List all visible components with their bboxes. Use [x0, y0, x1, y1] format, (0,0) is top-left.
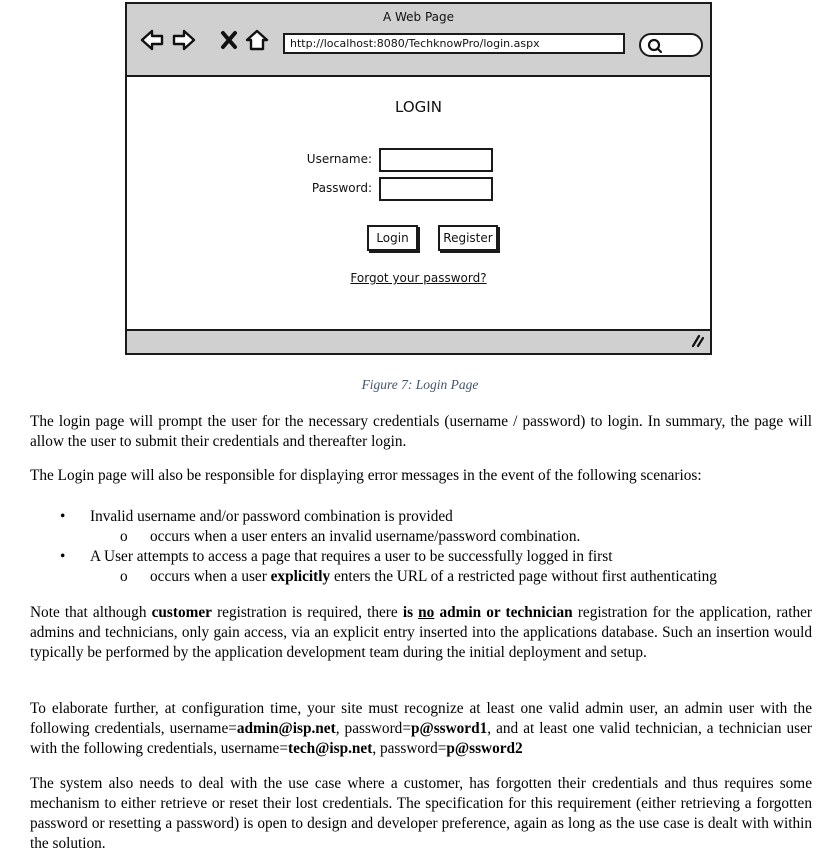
password-input[interactable]	[379, 177, 493, 201]
paragraph-text	[30, 603, 812, 663]
text-run: enters the URL of a restricted page without first authenticating	[330, 568, 717, 585]
bullet-icon: •	[60, 548, 66, 565]
text-run: To elaborate further, at configuration time, your site must recognize at least one valid admin user, an admin user with the following credentials, username=	[30, 700, 812, 737]
list-item	[30, 547, 812, 567]
register-button[interactable]: Register	[438, 225, 498, 251]
username-input[interactable]	[379, 148, 493, 172]
username-label: Username:	[306, 152, 372, 166]
paragraph-default-credentials	[30, 699, 812, 759]
list-item-text: Invalid username and/or password combination is provided	[90, 508, 453, 525]
list-item-text: A User attempts to access a page that requires a user to be successfully logged in first	[90, 548, 613, 565]
bold-text-run: p@ssword1	[410, 720, 488, 737]
list-sub-item	[30, 567, 812, 587]
browser-chrome	[127, 4, 710, 77]
login-heading: LOGIN	[395, 98, 442, 116]
login-page-wireframe	[125, 2, 712, 355]
paragraph-forgotten-credentials	[30, 774, 812, 854]
search-box[interactable]	[639, 33, 703, 57]
close-icon[interactable]	[219, 28, 239, 52]
paragraph-text: The login page will prompt the user for the necessary credentials (username / password) to login. In summary, the page will allow the user to submit their credentials and thereafter login.	[30, 413, 812, 450]
paragraph-error-messages	[30, 466, 812, 486]
search-icon	[647, 38, 663, 54]
list-sub-item	[30, 527, 812, 547]
password-label: Password:	[311, 181, 372, 195]
figure-caption: Figure 7: Login Page	[361, 377, 479, 392]
paragraph-registration-note	[30, 603, 812, 663]
text-run: registration is required, there	[211, 604, 403, 621]
text-run: Note that although	[30, 604, 152, 621]
bold-text-run: tech@isp.net	[287, 740, 373, 757]
list-sub-item-text: occurs when a user enters an invalid username/password combination.	[150, 528, 581, 545]
bold-text-run: customer	[151, 604, 212, 621]
list-sub-item-text	[150, 567, 717, 587]
home-icon[interactable]	[245, 28, 269, 52]
paragraph-text	[30, 699, 812, 759]
login-button[interactable]: Login	[367, 225, 418, 251]
paragraph-text: The Login page will also be responsible for displaying error messages in the event of the following scenarios:	[30, 467, 702, 484]
text-run: , password=	[372, 740, 447, 757]
scenario-list	[30, 507, 812, 587]
text-run: , and at least one valid technician, a technician user with the following credentials, username=	[30, 720, 812, 757]
list-item	[30, 507, 812, 527]
circle-bullet-icon: o	[120, 528, 128, 545]
bold-underlined-text-run: no	[418, 604, 435, 621]
window-title: A Web Page	[382, 10, 455, 24]
back-arrow-icon[interactable]	[139, 28, 165, 52]
bold-text-run: admin@isp.net	[236, 720, 336, 737]
text-run: occurs when a user	[150, 568, 271, 585]
paragraph-text: The system also needs to deal with the use case where a customer, has forgotten their credentials and thus requires some mechanism to either retrieve or reset their lost credentials. The specification for this requirement (either retrieving a forgotten password or resetting a password) is open to design and developer preference, again as long as the use case is dealt with within the solution.	[30, 775, 812, 852]
resize-grip-icon[interactable]	[688, 334, 704, 348]
circle-bullet-icon: o	[120, 568, 128, 585]
bold-text-run: explicitly	[270, 568, 331, 585]
url-bar[interactable]: http://localhost:8080/TechknowPro/login.aspx	[283, 33, 625, 54]
bold-text-run: is	[402, 604, 419, 621]
paragraph-login-summary	[30, 412, 812, 452]
forgot-password-link[interactable]: Forgot your password?	[350, 271, 487, 285]
forward-arrow-icon[interactable]	[171, 28, 197, 52]
status-bar	[127, 329, 710, 353]
text-run: , password=	[335, 720, 411, 737]
text-run: registration for the application, rather admins and technicians, only gain access, via an explicit entry inserted into the applications database. Such an insertion would typically be performed by the application development team during the initial deployment and setup.	[30, 604, 812, 661]
bold-text-run: admin or technician	[434, 604, 573, 621]
bullet-icon: •	[60, 508, 66, 525]
bold-text-run: p@ssword2	[446, 740, 523, 757]
